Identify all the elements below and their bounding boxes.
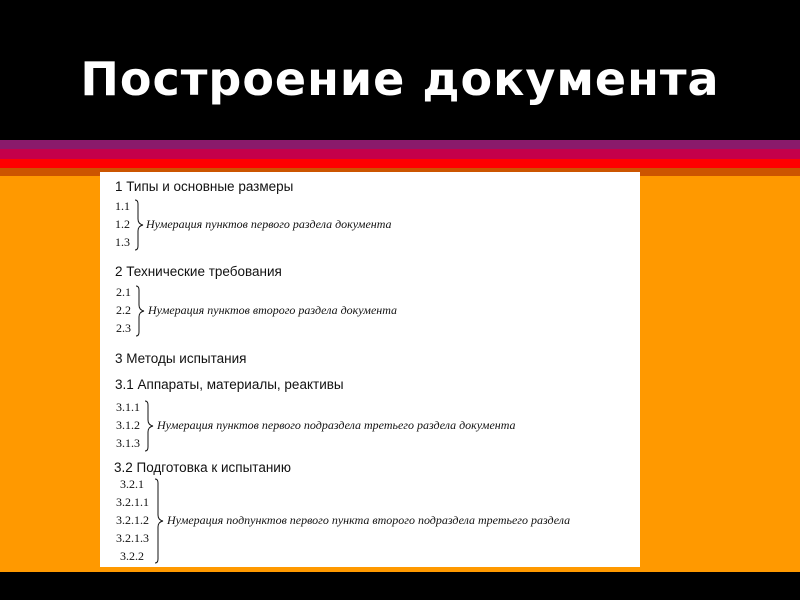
item-3-2-1-2: 3.2.1.2 [116, 513, 149, 527]
document-image [100, 172, 640, 567]
section-2-heading: 2 Технические требования [115, 264, 282, 279]
title-bar [0, 0, 800, 140]
subsection-3-2-heading: 3.2 Подготовка к испытанию [114, 460, 291, 475]
note-section-1: Нумерация пунктов первого раздела документа [146, 217, 392, 231]
item-3-2-1-3: 3.2.1.3 [116, 531, 149, 545]
item-3-1-3: 3.1.3 [116, 436, 140, 450]
brace-subsection-3-1 [144, 400, 156, 452]
brace-section-2 [135, 285, 147, 337]
note-subsection-3-2: Нумерация подпунктов первого пункта второго подраздела третьего раздела [167, 513, 571, 527]
item-1-1: 1.1 [115, 199, 130, 213]
item-2-3: 2.3 [116, 321, 131, 335]
item-1-2: 1.2 [115, 217, 130, 231]
note-section-2: Нумерация пунктов второго раздела документа [148, 303, 398, 317]
item-2-2: 2.2 [116, 303, 131, 317]
stripe-red [0, 159, 800, 168]
item-2-1: 2.1 [116, 285, 131, 299]
section-1-heading: 1 Типы и основные размеры [115, 179, 294, 194]
stripe-purple [0, 140, 800, 149]
item-3-2-1: 3.2.1 [120, 477, 144, 491]
note-subsection-3-1: Нумерация пунктов первого подраздела третьего раздела документа [157, 418, 516, 432]
item-3-1-1: 3.1.1 [116, 400, 140, 414]
brace-subsection-3-2 [154, 478, 166, 564]
item-1-3: 1.3 [115, 235, 130, 249]
section-3-heading: 3 Методы испытания [115, 351, 247, 366]
brace-section-1 [134, 199, 146, 251]
bottom-bar [0, 572, 800, 600]
slide-title: Построение документа [80, 52, 720, 106]
stripe-crimson [0, 149, 800, 159]
subsection-3-1-heading: 3.1 Аппараты, материалы, реактивы [115, 377, 344, 392]
item-3-2-1-1: 3.2.1.1 [116, 495, 149, 509]
item-3-2-2: 3.2.2 [120, 549, 144, 563]
item-3-1-2: 3.1.2 [116, 418, 140, 432]
